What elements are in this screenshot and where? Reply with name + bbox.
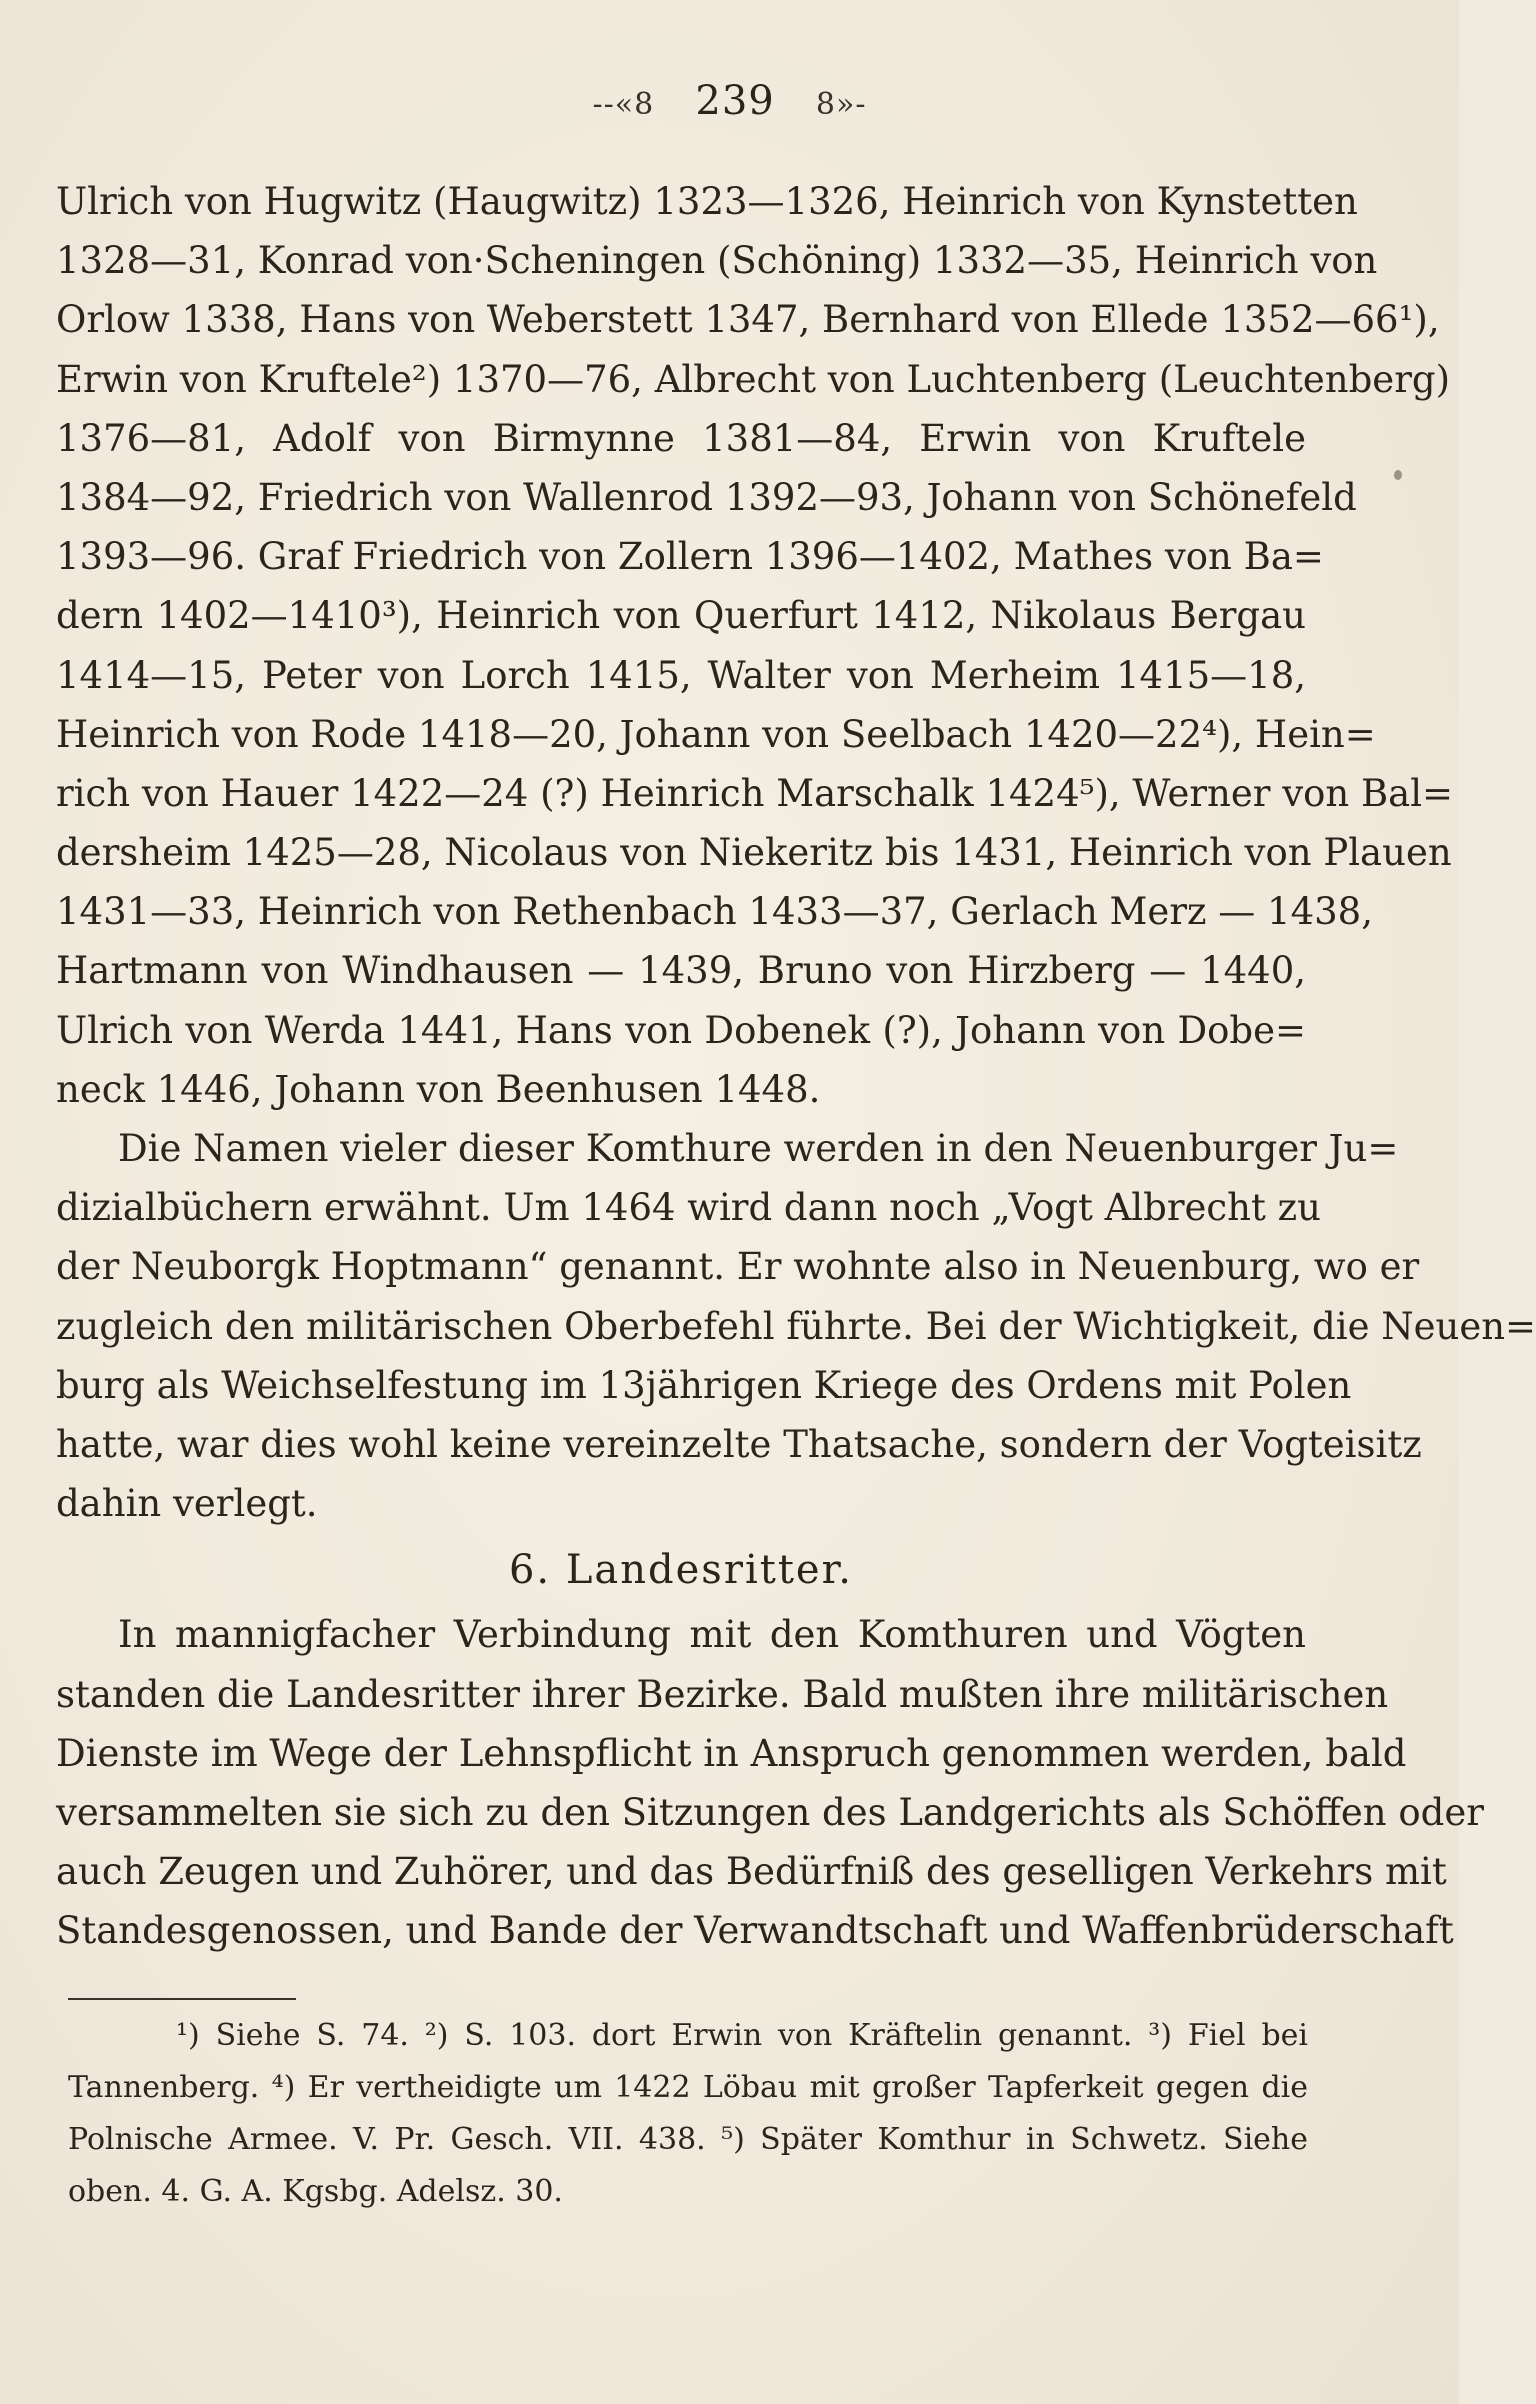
- text-line: der Neuborgk Hoptmann“ genannt. Er wohnte also in Neuenburg, wo er: [56, 1245, 1420, 1289]
- page-number: 239: [695, 78, 775, 124]
- text-line: 1431—33, Heinrich von Rethenbach 1433—37, Gerlach Merz — 1438,: [56, 890, 1373, 934]
- section-heading: [56, 1535, 1306, 1605]
- text-line: standen die Landesritter ihrer Bezirke. Bald mußten ihre militärischen: [56, 1672, 1389, 1716]
- text-line: auch Zeugen und Zuhörer, und das Bedürfniß des geselligen Verkehrs mit: [56, 1850, 1447, 1894]
- text-line: 1384—92, Friedrich von Wallenrod 1392—93, Johann von Schönefeld: [56, 475, 1357, 519]
- footnotes: [68, 2010, 1308, 2218]
- text-line: neck 1446, Johann von Beenhusen 1448.: [56, 1067, 821, 1111]
- text-line: dersheim 1425—28, Nicolaus von Niekeritz bis 1431, Heinrich von Plauen: [56, 831, 1452, 875]
- text-line: Erwin von Kruftele²) 1370—76, Albrecht von Luchtenberg (Leuchtenberg): [56, 357, 1451, 401]
- text-line: Die Namen vieler dieser Komthure werden in den Neuenburger Ju=: [118, 1127, 1399, 1170]
- text-line: 1414—15, Peter von Lorch 1415, Walter von Merheim 1415—18,: [56, 653, 1306, 697]
- footnote-line: Tannenberg. ⁴) Er vertheidigte um 1422 Löbau mit großer Tapferkeit gegen die: [68, 2070, 1308, 2105]
- text-line: 1376—81, Adolf von Birmynne 1381—84, Erwin von Kruftele: [56, 416, 1306, 460]
- text-line: versammelten sie sich zu den Sitzungen des Landgerichts als Schöffen oder: [56, 1790, 1484, 1834]
- text-line: 1393—96. Graf Friedrich von Zollern 1396—1402, Mathes von Ba=: [56, 535, 1324, 579]
- paragraph-landesritter: [56, 1605, 1484, 1960]
- text-line: Hartmann von Windhausen — 1439, Bruno von Hirzberg — 1440,: [56, 949, 1306, 993]
- text-line: burg als Weichselfestung im 13jährigen Kriege des Ordens mit Polen: [56, 1363, 1352, 1407]
- text-line: dizialbüchern erwähnt. Um 1464 wird dann noch „Vogt Albrecht zu: [56, 1186, 1321, 1230]
- text-line: dahin verlegt.: [56, 1482, 318, 1526]
- text-line: Heinrich von Rode 1418—20, Johann von Seelbach 1420—22⁴), Hein=: [56, 712, 1376, 756]
- text-line: Ulrich von Werda 1441, Hans von Dobenek (?), Johann von Dobe=: [56, 1008, 1306, 1052]
- text-line: dern 1402—1410³), Heinrich von Querfurt 1412, Nikolaus Bergau: [56, 594, 1306, 638]
- left-ornament: --«8: [592, 87, 655, 122]
- text-line: hatte, war dies wohl keine vereinzelte Thatsache, sondern der Vogteisitz: [56, 1422, 1422, 1466]
- section-number: 6.: [508, 1547, 552, 1594]
- footnote-line: Polnische Armee. V. Pr. Gesch. VII. 438. ⁵) Später Komthur in Schwetz. Siehe: [68, 2122, 1308, 2157]
- text-line: In mannigfacher Verbindung mit den Komthuren und Vögten: [118, 1613, 1306, 1657]
- footnote-divider: [68, 1998, 296, 2000]
- page-header: [0, 78, 1459, 124]
- text-line: Standesgenossen, und Bande der Verwandtschaft und Waffenbrüderschaft: [56, 1909, 1454, 1953]
- text-line: Dienste im Wege der Lehnspflicht in Anspruch genommen werden, bald: [56, 1731, 1407, 1775]
- paragraph-komthur-list: [56, 172, 1454, 1119]
- text-line: rich von Hauer 1422—24 (?) Heinrich Marschalk 1424⁵), Werner von Bal=: [56, 771, 1454, 815]
- text-line: Ulrich von Hugwitz (Haugwitz) 1323—1326, Heinrich von Kynstetten: [56, 180, 1358, 223]
- right-ornament: 8»-: [815, 87, 867, 122]
- text-line: 1328—31, Konrad von·Scheningen (Schöning) 1332—35, Heinrich von: [56, 239, 1378, 283]
- text-line: Orlow 1338, Hans von Weberstett 1347, Bernhard von Ellede 1352—66¹),: [56, 298, 1440, 342]
- footnote-line: ¹) Siehe S. 74. ²) S. 103. dort Erwin von Kräftelin genannt. ³) Fiel bei: [176, 2018, 1308, 2053]
- main-text: [56, 172, 1536, 1960]
- text-line: zugleich den militärischen Oberbefehl führte. Bei der Wichtigkeit, die Neuen=: [56, 1304, 1536, 1348]
- footnote-line: oben. 4. G. A. Kgsbg. Adelsz. 30.: [68, 2174, 563, 2209]
- paragraph-neuenburg: [56, 1119, 1536, 1533]
- section-title: Landesritter.: [565, 1547, 854, 1594]
- paper-speck: [1394, 470, 1402, 480]
